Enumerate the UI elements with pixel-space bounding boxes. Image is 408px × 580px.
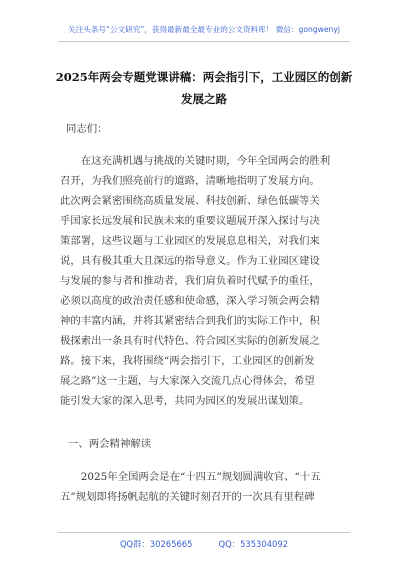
header-divider xyxy=(58,41,350,42)
paragraph-1 xyxy=(60,151,360,411)
text-line: 与发展的参与者和推动者，我们肩负着时代赋予的重任， xyxy=(60,275,320,287)
text-line: 能引发大家的深入思考，共同为园区的发展出谋划策。 xyxy=(60,395,310,407)
qq-group-number: QQ群：30265665 xyxy=(119,539,193,549)
paragraph-2 xyxy=(60,467,360,507)
text-line: 展之路”这一主题，与大家深入交流几点心得体会，希望 xyxy=(60,375,315,387)
footer-divider xyxy=(58,532,350,533)
text-line: 在这充满机遇与挑战的关键时期，今年全国两会的胜利 xyxy=(60,155,331,167)
text-line: 神的丰富内涵，并将其紧密结合到我们的实际工作中，积 xyxy=(60,315,320,327)
document-title xyxy=(50,66,358,110)
title-line: 发展之路 xyxy=(181,92,227,106)
text-line: 此次两会紧密围绕高质量发展、科技创新、绿色低碳等关 xyxy=(60,195,320,207)
footer xyxy=(0,538,408,550)
text-line: 必须以高度的政治责任感和使命感，深入学习领会两会精 xyxy=(60,295,320,307)
text-line: 五”规划即将扬帆起航的关键时刻召开的一次具有里程碑 xyxy=(60,491,315,503)
text-line: 策部署，这些议题与工业园区的发展息息相关，对我们来 xyxy=(60,235,320,247)
text-line: 召开，为我们照亮前行的道路，清晰地指明了发展方向。 xyxy=(60,175,320,187)
text-line: 2025年全国两会是在“十四五”规划圆满收官、“十五 xyxy=(60,471,321,483)
text-line: 乎国家长远发展和民族未来的重要议题展开深入探讨与决 xyxy=(60,215,320,227)
qq-contact-number: QQ：535304092 xyxy=(218,539,289,549)
text-line: 路。接下来，我将围绕“两会指引下，工业园区的创新发 xyxy=(60,355,315,367)
text-line: 极探索出一条具有时代特色、符合园区实际的创新发展之 xyxy=(60,335,320,347)
greeting: 同志们： xyxy=(66,123,108,135)
title-line: 2025年两会专题党课讲稿：两会指引下，工业园区的创新 xyxy=(55,70,353,84)
section-heading: 一、两会精神解读 xyxy=(68,438,152,450)
header-note: 关注头条号“公文研究”，获得最新最全最专业的公文资料库！ 微信：gongwenyj xyxy=(68,25,340,34)
text-line: 说，具有极其重大且深远的指导意义。作为工业园区建设 xyxy=(60,255,320,267)
